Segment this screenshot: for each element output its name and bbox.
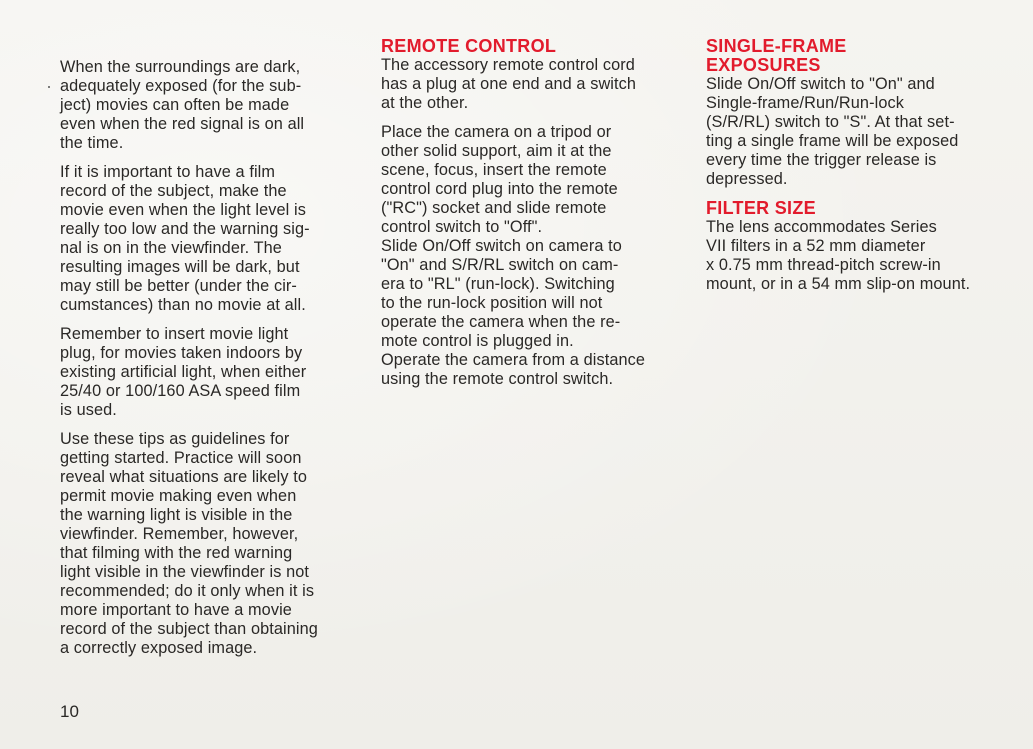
left-column <box>60 58 360 668</box>
paragraph-film-record: If it is important to have a film record of the subject, make the movie even when the light level is really too low and the warning sig- nal is on in the viewfinder. The resulting images will be dark, but may still be better (under the cir- cumstances) than no movie at all. <box>60 163 310 314</box>
print-speck <box>48 86 50 88</box>
heading-single-frame-exposures: SINGLE-FRAME EXPOSURES <box>706 36 847 75</box>
heading-filter-size: FILTER SIZE <box>706 198 816 218</box>
paragraph-movie-light-plug: Remember to insert movie light plug, for movies taken indoors by existing artificial light, when either 25/40 or 100/160 ASA speed film is used. <box>60 325 307 419</box>
middle-column <box>381 37 681 399</box>
paragraph-remote-cord: The accessory remote control cord has a plug at one end and a switch at the other. <box>381 56 637 112</box>
paragraph-remote-setup: Place the camera on a tripod or other solid support, aim it at the scene, focus, insert the remote control cord plug into the remote ("RC") socket and slide remote control switch to "Off". Slide On/Off switch on camera to "On" and S/R/RL switch on cam- era to "RL" (run-lock). Switching to the run-lock position will not operate the camera when the re- mote control is plugged in. Operate the camera from a distance using the remote control switch. <box>381 123 646 388</box>
paragraph-single-frame: Slide On/Off switch to "On" and Single-frame/Run/Run-lock (S/R/RL) switch to "S". At that set- ting a single frame will be exposed every time the trigger release is depressed. <box>706 75 959 188</box>
paragraph-tips-guidelines: Use these tips as guidelines for getting started. Practice will soon reveal what situations are likely to permit movie making even when the warning light is visible in the viewfinder. Remember, however, that filming with the red warning light visible in the viewfinder is not recommended; do it only when it is more important to have a movie record of the subject than obtaining a correctly exposed image. <box>60 430 318 657</box>
paragraph-dark-surroundings: When the surroundings are dark, adequately exposed (for the sub- ject) movies can often be made even when the red signal is on all the time. <box>60 58 305 152</box>
page-number: 10 <box>60 702 79 721</box>
paragraph-filter-size: The lens accommodates Series VII filters in a 52 mm diameter x 0.75 mm thread-pitch screw-in mount, or in a 54 mm slip-on mount. <box>706 218 971 293</box>
right-column <box>706 37 1011 304</box>
heading-remote-control: REMOTE CONTROL <box>381 36 557 56</box>
